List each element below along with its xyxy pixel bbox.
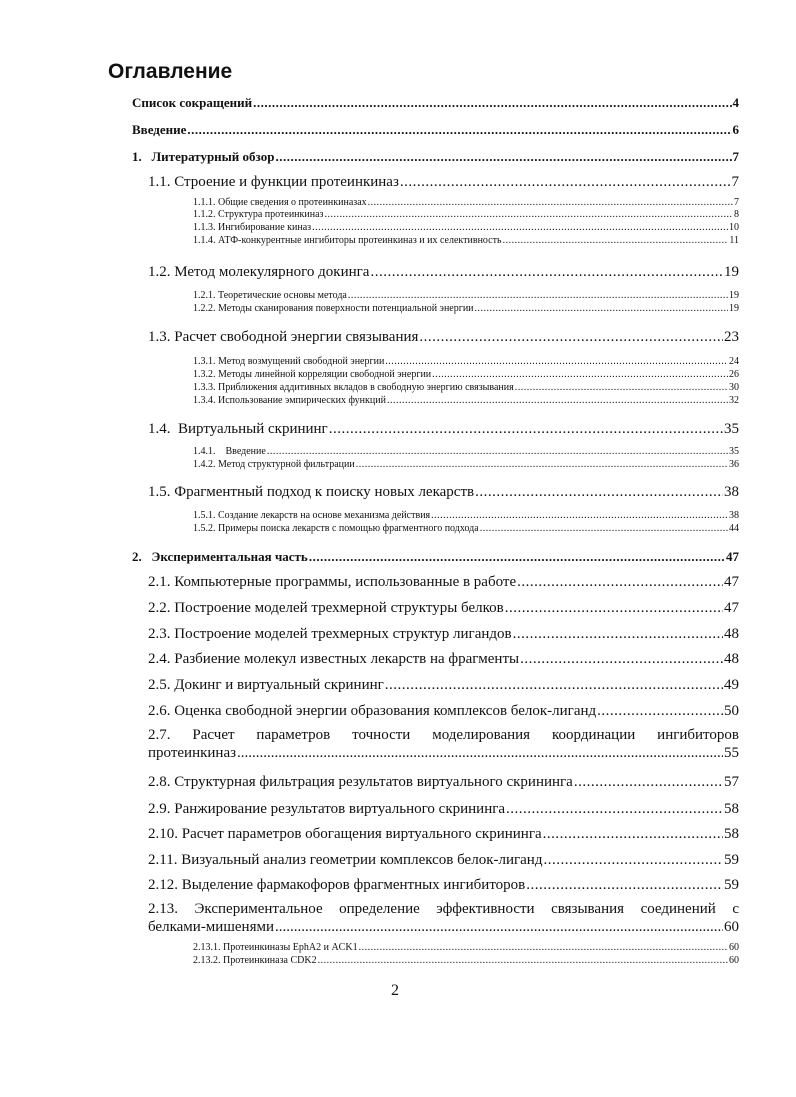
dot-leader — [385, 677, 723, 694]
toc-entry-label: 1.3.3. Приближения аддитивных вкладов в свободную энергию связывания — [193, 382, 514, 393]
toc-entry[interactable] — [193, 942, 739, 953]
toc-entry-label: 2.13. Экспериментальное определение эффективности связывания соединений с — [148, 901, 739, 917]
toc-entry[interactable] — [148, 703, 739, 720]
toc-entry-label-cont: белками-мишенями — [148, 919, 274, 935]
dot-leader — [505, 600, 723, 617]
toc-entry-page: 38 — [724, 484, 739, 500]
dot-leader — [419, 329, 723, 346]
toc-entry-page: 7 — [732, 149, 739, 164]
toc-entry-label: 2.2. Построение моделей трехмерной структуры белков — [148, 600, 504, 616]
toc-entry-label: Список сокращений — [132, 95, 253, 110]
dot-leader — [597, 703, 723, 720]
toc-entry-page: 48 — [724, 626, 739, 642]
toc-entry[interactable] — [148, 774, 739, 791]
dot-leader — [187, 122, 731, 138]
page-number: 2 — [391, 982, 399, 999]
dot-leader — [359, 942, 728, 953]
dot-leader — [385, 356, 728, 367]
toc-entry-label: 1.2.1. Теоретические основы метода — [193, 290, 347, 301]
toc-entry-label: 1.2. Метод молекулярного докинга — [148, 264, 370, 280]
toc-entry[interactable] — [193, 222, 739, 233]
toc-entry-page: 49 — [724, 677, 739, 693]
toc-entry[interactable] — [193, 446, 739, 457]
toc-entry-page: 6 — [732, 122, 739, 137]
toc-entry-page: 10 — [729, 222, 739, 233]
toc-entry-label: 1.4. Виртуальный скрининг — [148, 421, 328, 437]
dot-leader — [515, 382, 728, 393]
dot-leader — [475, 484, 723, 501]
dot-leader — [318, 955, 728, 966]
toc-entry-label: 2.4. Разбиение молекул известных лекарств на фрагменты — [148, 651, 520, 667]
toc-entry[interactable] — [148, 877, 739, 894]
toc-entry-page: 38 — [729, 510, 739, 521]
dot-leader — [543, 852, 723, 869]
toc-entry-label: 1.1.3. Ингибирование киназ — [193, 222, 312, 233]
dot-leader — [237, 744, 723, 762]
dot-leader — [475, 303, 728, 314]
toc-entry[interactable] — [148, 174, 739, 191]
dot-leader — [309, 549, 725, 565]
toc-entry-label: 1.3. Расчет свободной энергии связывания — [148, 329, 419, 345]
toc-entry-label: 2.3. Построение моделей трехмерных структур лигандов — [148, 626, 512, 642]
dot-leader — [513, 626, 723, 643]
dot-leader — [312, 222, 728, 233]
toc-entry-label: 2.7. Расчет параметров точности моделирования координации ингибиторов — [148, 727, 739, 743]
toc-entry-label: 1.5.2. Примеры поиска лекарств с помощью фрагментного подхода — [193, 523, 479, 534]
toc-entry-label: 1.3.4. Использование эмпирических функций — [193, 395, 386, 406]
toc-entry-label: 1.1.2. Структура протеинкиназ — [193, 209, 324, 220]
toc-entry-page: 23 — [724, 329, 739, 345]
toc-entry-label: 2.1. Компьютерные программы, использованные в работе — [148, 574, 517, 590]
toc-entry-label: 2.13.1. Протеинкиназы EphA2 и ACK1 — [193, 942, 358, 953]
dot-leader — [480, 523, 728, 534]
toc-entry[interactable] — [132, 95, 739, 111]
toc-entry-page: 7 — [734, 197, 739, 208]
toc-entry-label: 2.13.2. Протеинкиназа CDK2 — [193, 955, 317, 966]
toc-entry-label: 2.9. Ранжирование результатов виртуального скрининга — [148, 801, 506, 817]
toc-entry[interactable] — [193, 235, 739, 246]
toc-entry[interactable] — [193, 303, 739, 314]
toc-entry[interactable] — [193, 290, 739, 301]
toc-entry[interactable] — [193, 382, 739, 393]
toc-entry-label: 1.5.1. Создание лекарств на основе механизма действия — [193, 510, 431, 521]
toc-entry-label: 1.4.2. Метод структурной фильтрации — [193, 459, 355, 470]
dot-leader — [543, 826, 723, 843]
dot-leader — [324, 209, 733, 220]
toc-entry-page: 55 — [724, 745, 739, 761]
toc-entry-page: 58 — [724, 826, 739, 842]
toc-entry-page: 19 — [724, 264, 739, 280]
dot-leader — [506, 801, 723, 818]
toc-entry-page: 32 — [729, 395, 739, 406]
toc-entry[interactable] — [148, 852, 739, 869]
toc-entry[interactable] — [193, 395, 739, 406]
toc-entry-page: 47 — [726, 549, 739, 564]
toc-entry-label: 1.2.2. Методы сканирования поверхности потенциальной энергии — [193, 303, 474, 314]
dot-leader — [370, 264, 723, 281]
toc-entry-label: Введение — [132, 122, 187, 137]
dot-leader — [503, 235, 729, 246]
dot-leader — [253, 95, 731, 111]
toc-entry-label: 1.1. Строение и функции протеинкиназ — [148, 174, 399, 190]
toc-entry-page: 47 — [724, 574, 739, 590]
toc-entry-label: 1.3.2. Методы линейной корреляции свободной энергии — [193, 369, 432, 380]
dot-leader — [400, 174, 731, 191]
toc-entry-page: 35 — [729, 446, 739, 457]
toc-entry[interactable] — [148, 626, 739, 643]
dot-leader — [520, 651, 723, 668]
dot-leader — [267, 446, 728, 457]
dot-leader — [431, 510, 728, 521]
toc-entry[interactable] — [148, 574, 739, 591]
toc-entry-page: 7 — [731, 174, 739, 190]
toc-entry-label: 2.12. Выделение фармакофоров фрагментных ингибиторов — [148, 877, 526, 893]
toc-entry[interactable] — [132, 549, 739, 565]
toc-entry[interactable] — [132, 122, 739, 138]
toc-entry-page: 24 — [729, 356, 739, 367]
toc-entry-label: 2. Экспериментальная часть — [132, 549, 308, 564]
toc-entry-label: 2.10. Расчет параметров обогащения виртуального скрининга — [148, 826, 542, 842]
dot-leader — [517, 574, 723, 591]
toc-entry-page: 47 — [724, 600, 739, 616]
dot-leader — [526, 877, 723, 894]
toc-entry[interactable] — [193, 459, 739, 470]
toc-entry-label: 1.4.1. Введение — [193, 446, 266, 457]
toc-entry-page: 19 — [729, 290, 739, 301]
toc-entry-page: 8 — [734, 209, 739, 220]
toc-entry-page: 48 — [724, 651, 739, 667]
toc-entry[interactable] — [193, 356, 739, 367]
toc-entry[interactable] — [148, 329, 739, 346]
dot-leader — [329, 421, 723, 438]
toc-entry-page: 36 — [729, 459, 739, 470]
toc-entry[interactable] — [193, 955, 739, 966]
toc-entry[interactable] — [148, 651, 739, 668]
toc-entry-page: 26 — [729, 369, 739, 380]
toc-entry[interactable] — [193, 510, 739, 521]
toc-entry-page: 35 — [724, 421, 739, 437]
toc-entry-page: 60 — [729, 955, 739, 966]
dot-leader — [348, 290, 728, 301]
dot-leader — [275, 149, 731, 165]
toc-entry[interactable] — [148, 484, 739, 501]
toc-entry[interactable] — [148, 677, 739, 694]
toc-entry[interactable] — [148, 826, 739, 843]
page-title: Оглавление — [108, 60, 233, 83]
toc-entry-page: 11 — [729, 235, 739, 246]
dot-leader — [368, 197, 733, 208]
toc-entry-label: 2.5. Докинг и виртуальный скрининг — [148, 677, 384, 693]
toc-entry[interactable] — [148, 726, 739, 762]
toc-entry-page: 58 — [724, 801, 739, 817]
toc-entry-label: 2.6. Оценка свободной энергии образования комплексов белок-лиганд — [148, 703, 597, 719]
toc-entry-page: 44 — [729, 523, 739, 534]
toc-entry[interactable] — [193, 369, 739, 380]
dot-leader — [275, 918, 723, 936]
toc-entry-label: 2.8. Структурная фильтрация результатов виртуального скрининга — [148, 774, 573, 790]
toc-entry-label: 1. Литературный обзор — [132, 149, 275, 164]
toc-entry-label-cont: протеинкиназ — [148, 745, 237, 761]
toc-entry-page: 60 — [729, 942, 739, 953]
toc-entry[interactable] — [193, 197, 739, 208]
toc-entry[interactable] — [148, 801, 739, 818]
dot-leader — [356, 459, 728, 470]
toc-entry-page: 57 — [724, 774, 739, 790]
dot-leader — [387, 395, 728, 406]
dot-leader — [574, 774, 723, 791]
toc-entry-page: 30 — [729, 382, 739, 393]
toc-entry-label: 1.3.1. Метод возмущений свободной энергии — [193, 356, 385, 367]
dot-leader — [432, 369, 728, 380]
toc-entry[interactable] — [193, 523, 739, 534]
toc-entry-label: 1.1.1. Общие сведения о протеинкиназах — [193, 197, 367, 208]
toc-entry[interactable] — [148, 900, 739, 936]
toc-entry-label: 1.1.4. АТФ-конкурентные ингибиторы протеинкиназ и их селективность — [193, 235, 502, 246]
toc-entry-label: 2.11. Визуальный анализ геометрии комплексов белок-лиганд — [148, 852, 543, 868]
toc-entry[interactable] — [148, 421, 739, 438]
toc-entry-page: 59 — [724, 877, 739, 893]
toc-entry[interactable] — [132, 149, 739, 165]
toc-entry-page: 60 — [724, 919, 739, 935]
toc-entry[interactable] — [148, 600, 739, 617]
toc-entry-page: 19 — [729, 303, 739, 314]
toc-entry-label: 1.5. Фрагментный подход к поиску новых лекарств — [148, 484, 475, 500]
toc-entry[interactable] — [193, 209, 739, 220]
toc-entry-page: 59 — [724, 852, 739, 868]
toc-entry-page: 50 — [724, 703, 739, 719]
toc-entry[interactable] — [148, 264, 739, 281]
toc-entry-page: 4 — [732, 95, 739, 110]
